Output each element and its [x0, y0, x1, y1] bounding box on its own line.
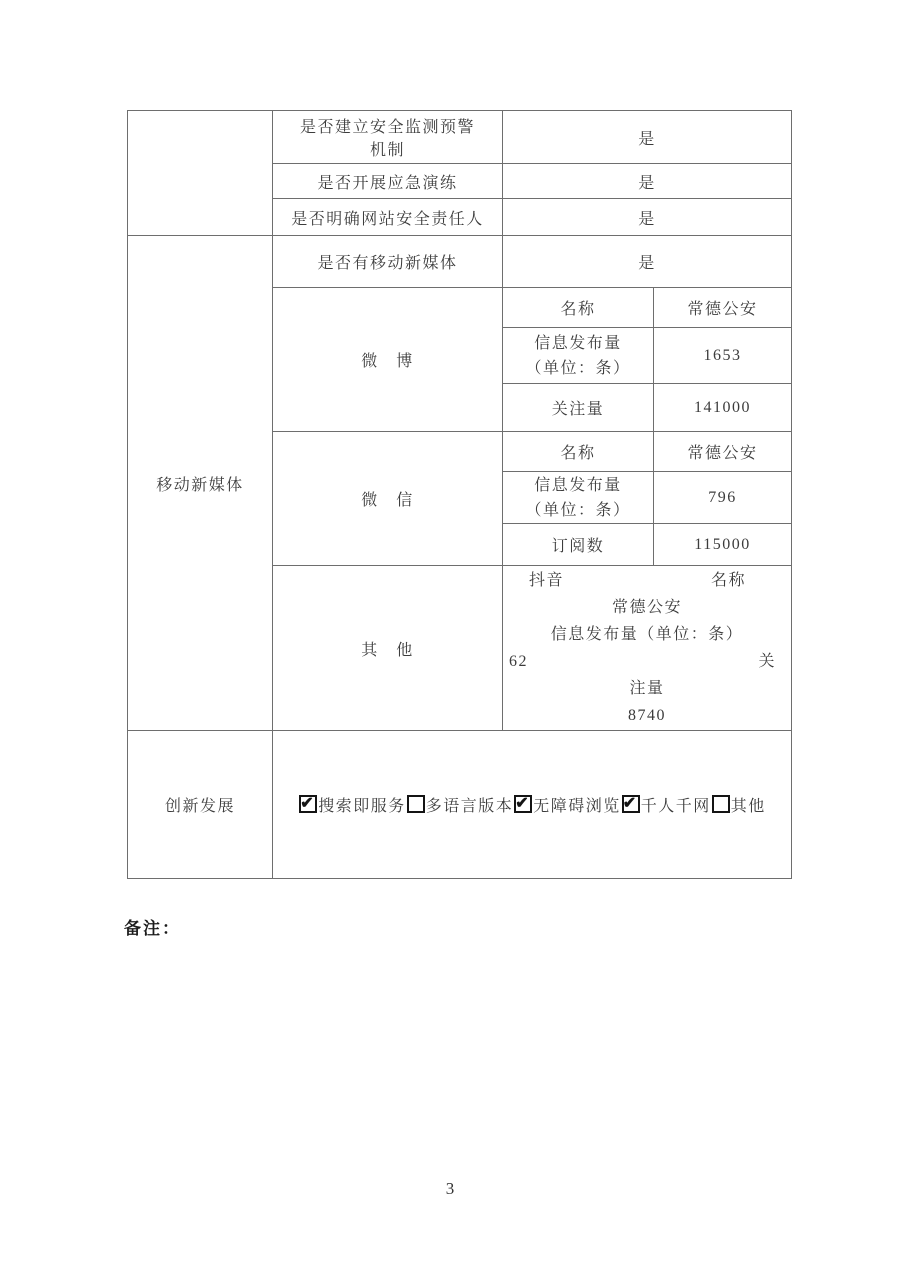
question-cell: 是否有移动新媒体 — [273, 236, 503, 288]
detail-line: 8740 — [628, 707, 666, 724]
checkbox-icon — [407, 795, 425, 813]
metric-label-cell: 关注量 — [503, 384, 654, 432]
metric-label-line: （单位：条） — [525, 359, 631, 377]
answer-cell: 是 — [503, 236, 792, 288]
metric-label-cell — [503, 328, 654, 384]
remarks-label: 备注： — [124, 919, 181, 938]
checkbox-icon — [622, 795, 640, 813]
checkbox-option — [406, 798, 514, 815]
detail-line — [503, 567, 791, 594]
metric-label-cell: 名称 — [503, 432, 654, 472]
metric-label-cell — [503, 472, 654, 524]
question-cell — [273, 111, 503, 164]
checkbox-option-label: 多语言版本 — [425, 798, 514, 815]
detail-line — [503, 648, 791, 675]
question-cell: 是否明确网站安全责任人 — [273, 199, 503, 236]
checkbox-option — [711, 798, 766, 815]
question-line: 是否建立安全监测预警 — [299, 119, 475, 136]
platform-cell-wechat: 微 信 — [273, 432, 503, 566]
metric-label-cell: 名称 — [503, 288, 654, 328]
metric-label-line: 信息发布量 — [534, 334, 622, 352]
platform-cell-other: 其 他 — [273, 566, 503, 731]
metric-value-cell: 常德公安 — [654, 432, 792, 472]
metric-label-line: 信息发布量 — [534, 476, 622, 494]
detail-line: 注量 — [629, 680, 665, 697]
checkbox-option-label: 其他 — [730, 798, 766, 815]
table-row — [128, 236, 792, 288]
checkbox-option-label: 无障碍浏览 — [533, 798, 621, 815]
answer-cell: 是 — [503, 199, 792, 236]
section-cell-innovation: 创新发展 — [128, 731, 273, 879]
metric-label-cell: 订阅数 — [503, 524, 654, 566]
table-row — [128, 731, 792, 879]
other-platform-name: 抖音 — [529, 572, 565, 589]
metric-value-cell: 1653 — [654, 328, 792, 384]
question-cell: 是否开展应急演练 — [273, 164, 503, 199]
checkbox-option — [513, 798, 621, 815]
question-line: 机制 — [369, 142, 405, 159]
metric-value-cell: 796 — [654, 472, 792, 524]
checkbox-option-label: 搜索即服务 — [318, 798, 406, 815]
answer-cell: 是 — [503, 164, 792, 199]
innovation-options-cell — [273, 731, 792, 879]
metric-value-cell: 常德公安 — [654, 288, 792, 328]
table-row — [128, 111, 792, 164]
page-number: 3 — [445, 1179, 455, 1198]
detail-value-fragment: 62 — [509, 653, 528, 670]
checkbox-icon — [712, 795, 730, 813]
metric-value-cell: 141000 — [654, 384, 792, 432]
detail-label-fragment: 关 — [758, 653, 777, 670]
detail-label-fragment: 名称 — [711, 572, 747, 589]
other-platform-detail-cell — [503, 566, 792, 731]
checkbox-option — [298, 798, 406, 815]
checkbox-option-label: 千人千网 — [640, 798, 711, 815]
annual-report-table — [127, 110, 792, 879]
platform-cell-weibo: 微 博 — [273, 288, 503, 432]
metric-label-line: （单位：条） — [525, 501, 631, 519]
checkbox-icon — [299, 795, 317, 813]
checkbox-icon — [514, 795, 532, 813]
detail-line: 常德公安 — [612, 599, 683, 616]
metric-value-cell: 115000 — [654, 524, 792, 566]
answer-cell: 是 — [503, 111, 792, 164]
detail-line: 信息发布量（单位：条） — [550, 626, 744, 643]
section-cell-empty — [128, 111, 273, 236]
section-cell-mobile-media: 移动新媒体 — [128, 236, 273, 731]
checkbox-option — [621, 798, 711, 815]
